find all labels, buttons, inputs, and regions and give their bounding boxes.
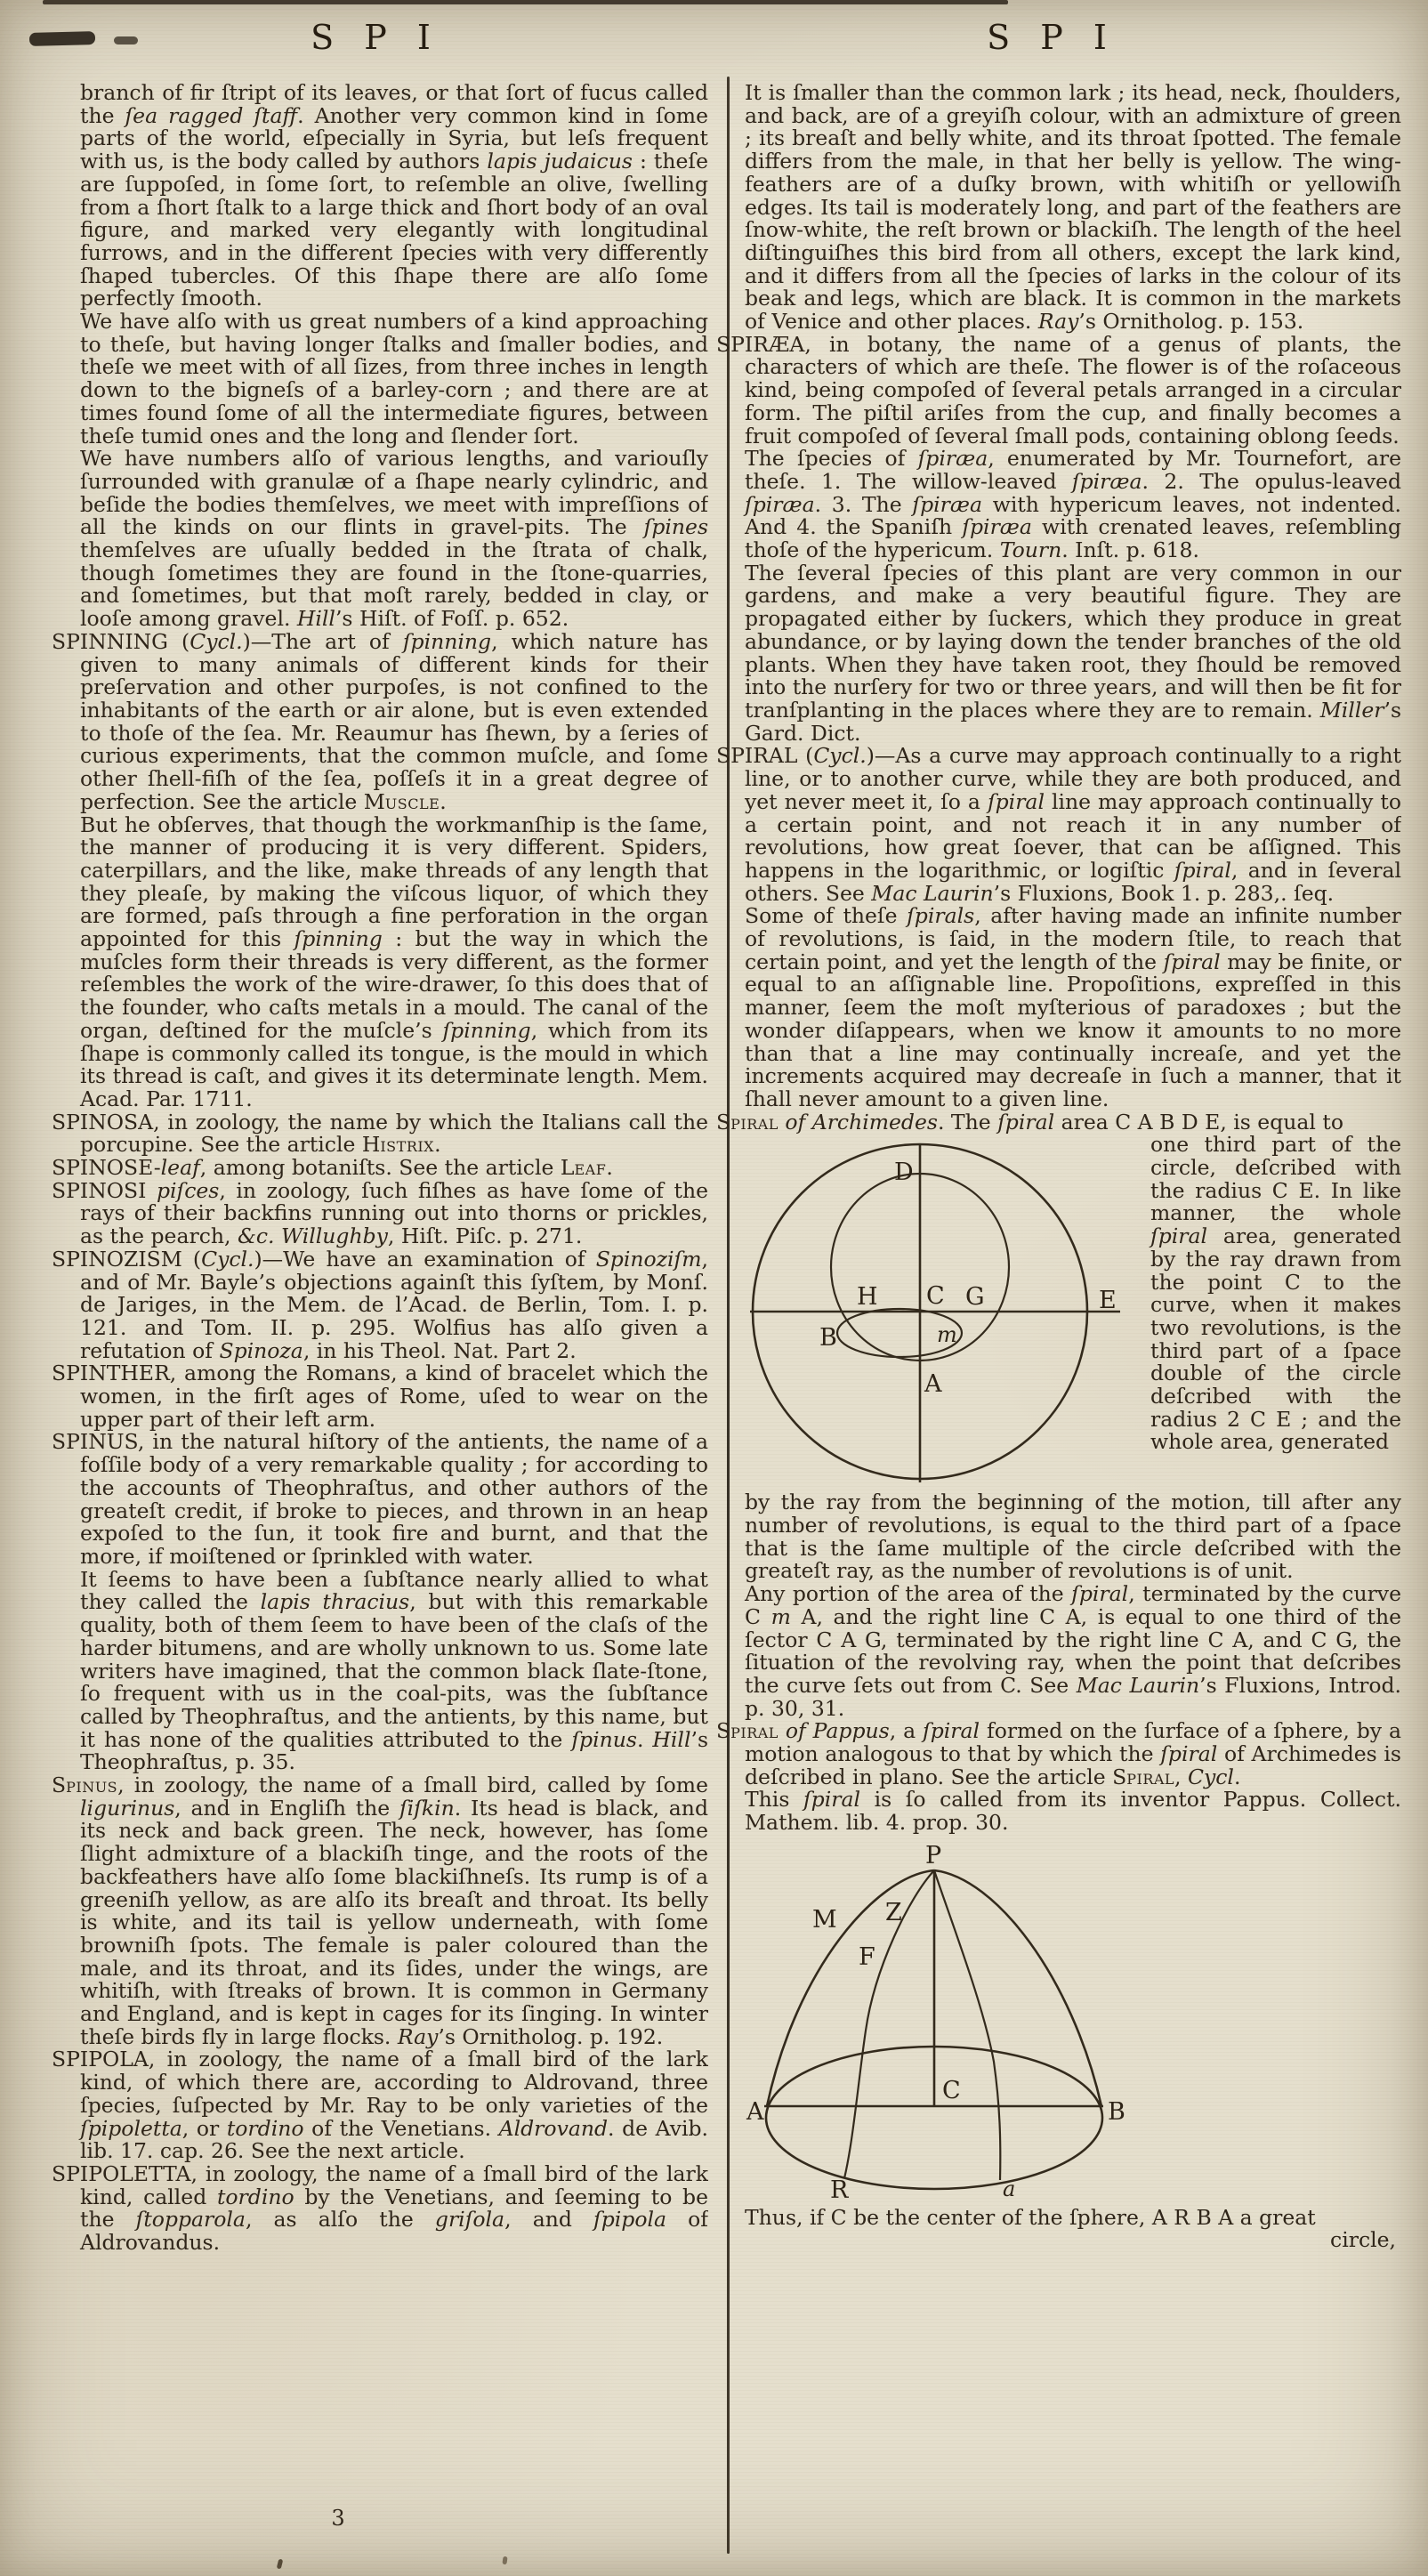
label-C: C xyxy=(942,2076,961,2104)
label-B: B xyxy=(1108,2097,1125,2126)
running-header-left: S P I xyxy=(311,18,440,57)
text-column-left xyxy=(52,82,708,2564)
label-F: F xyxy=(859,1942,875,1971)
label-E: E xyxy=(1099,1287,1117,1315)
paragraph: But he obſerves, that though the workmanſhip is the ſame, the manner of producing it is very different. Spiders, caterpillars, and the like, make threads of any length that they pleaſe, by making the viſcous liquor, of which they are formed, paſs through a fine perforation in the organ appointed for this ſpinning : but the way in which the muſcles form their threads is very different, as the former reſembles the work of the wire-drawer, ſo this does that of the founder, who caſts metals in a mould. The canal of the organ, deſtined for the muſcle’s ſpinning, which from its ſhape is commonly called its tongue, is the mould in which its thread is caſt, and gives it its determinate length. Mem. Acad. Par. 1711. xyxy=(80,812,708,1111)
label-G: G xyxy=(965,1283,985,1312)
paragraph: We have numbers alſo of various lengths, and variouſly ſurrounded with granulæ of a ſhape nearly cylindric, and beſide the bodies themſelves, we meet with impreſſions of all the kinds on our flints in gravel-pits. The ſpines themſelves are uſually bedded in the ſtrata of chalk, though ſometimes they are found in the ſtone-quarries, and ſometimes, but that moſt rarely, bedded in clay, or looſe among gravel. Hill’s Hiſt. of Foſſ. p. 652. xyxy=(80,446,708,632)
entry-paragraph: Spinus, in zoology, the name of a ſmall bird, called by ſome ligurinus, and in Engliſh the ſiſkin. Its head is black, and its neck and back green. The neck, however, has ſome ſlight admixture of a blackiſh tinge, and the roots of the backfeathers have alſo ſome blackiſhneſs. Its rump is of a greeniſh yellow, as are alſo its breaſt and throat. Its belly is white, and its tail is yellow underneath, with ſome browniſh ſpots. The female is paler coloured than the male, and its throat, and its ſides, under the wings, are whitiſh, with ſtreaks of brown. It is common in Germany and England, and is kept in cages for its ſinging. In winter theſe birds fly in large flocks. Ray’s Ornitholog. p. 192. xyxy=(52,1773,708,2049)
entry-paragraph: SPINOSI piſces, in zoology, ſuch fiſhes as have ſome of the rays of their backfins running out into thorns or prickles, as the pearch, &c. Willughby, Hiſt. Piſc. p. 271. xyxy=(52,1177,708,1249)
figure-archimedes-row xyxy=(745,1134,1401,1491)
label-P: P xyxy=(925,1841,942,1869)
label-Z: Z xyxy=(885,1898,902,1926)
paragraph: The ſeveral ſpecies of this plant are very common in our gardens, and make a very beautiful figure. They are propagated either by ſuckers, which they produce in great abundance, or by laying down the tender branches of the old plants. When they have taken root, they ſhould be removed into the nurſery for two or three years, and will then be fit for tranſplanting in the places where they are to remain. Miller’s Gard. Dict. xyxy=(745,560,1401,746)
ink-smudge xyxy=(114,36,138,44)
figure-pappus-block xyxy=(745,1842,1401,2205)
pappus-spiral-figure xyxy=(745,1842,1127,2200)
paragraph: The ſpecies of ſpiræa, enumerated by Mr. Tournefort, are theſe. 1. The willow-leaved ſpiræa. 2. The opulus-leaved ſpiræa. 3. The ſpiræa with hypericum leaves, not indented. And 4. the Spaniſh ſpiræa with crenated leaves, reſembling thoſe of the hypericum. Tourn. Inſt. p. 618. xyxy=(745,446,1401,563)
archimedes-spiral-figure xyxy=(745,1134,1138,1491)
paragraph: branch of fir ſtript of its leaves, or that ſort of fucus called the ſea ragged ſtaff. Another very common kind in ſome parts of the world, eſpecially in Syria, but leſs frequent with us, is the body called by authors lapis judaicus : theſe are ſuppoſed, in ſome ſort, to reſemble an olive, ſwelling from a ſhort ſtalk to a large thick and ſhort body of an oval figure, and marked very elegantly with longitudinal furrows, and in the different ſpecies with very differently ſhaped tubercles. Of this ſhape there are alſo ſome perfectly ſmooth. xyxy=(80,82,708,311)
label-a: a xyxy=(1003,2176,1016,2200)
signature-number: 3 xyxy=(331,2506,345,2531)
label-A: A xyxy=(924,1370,942,1399)
entry-paragraph: Spiral of Archimedes. The ſpiral area C A B D E, is equal to xyxy=(716,1109,1343,1135)
text-column-right xyxy=(716,82,1401,2564)
label-A: A xyxy=(746,2097,764,2126)
entry-paragraph: SPIPOLETTA, in zoology, the name of a ſmall bird of the lark kind, called tordino by the Venetians, and ſeeming to be the ſtopparola, as alſo the griſola, and ſpipola of Aldrovandus. xyxy=(52,2160,708,2256)
entry-paragraph: SPINOSE-leaf, among botaniſts. See the article Leaf. xyxy=(52,1155,613,1181)
paragraph: Some of theſe ſpirals, after having made an infinite number of revolutions, is ſaid, in the modern ſtile, to reach that certain point, and yet the length of the ſpiral may be finite, or equal to an aſſignable line. Propoſitions, expreſſed in this manner, ſeem the moſt myſterious of paradoxes ; but the wonder diſappears, when we know it amounts to no more than that a line may continually increaſe, and yet the increments acquired may decreaſe in ſuch a manner, that it ſhall never amount to a given line. xyxy=(745,903,1401,1111)
entry-paragraph: SPINOSA, in zoology, the name by which the Italians call the porcupine. See the article Histrix. xyxy=(52,1109,708,1158)
great-arc-PB xyxy=(934,1870,1101,2106)
entry-paragraph: SPINNING (Cycl.)—The art of ſpinning, which nature has given to many animals of different kinds for their preſervation and other purpoſes, is not confined to the inhabitants of the earth or air alone, but is even extended to thoſe of the ſea. Mr. Reaumur has ſhewn, by a ſeries of curious experiments, that the common muſcle, and ſome other ſhell-fiſh of the ſea, poſſeſs it in a great degree of perfection. See the article Muscle. xyxy=(52,628,708,814)
paragraph: Thus, if C be the center of the ſphere, A R B A a great circle, xyxy=(745,2204,1396,2253)
label-R: R xyxy=(830,2176,849,2200)
ink-smudge xyxy=(29,31,95,46)
paragraph: by the ray from the beginning of the motion, till after any number of revolutions, is equal to the third part of a ſpace that is the ſame multiple of the circle deſcribed with the greateſt ray, as the number of revolutions is of unit. xyxy=(745,1490,1401,1584)
spiral-arc-Pa xyxy=(934,1870,1000,2180)
paragraph: This ſpiral is ſo called from its inventor Pappus. Collect. Mathem. lib. 4. prop. 30. xyxy=(745,1787,1401,1836)
paragraph: It is ſmaller than the common lark ; its head, neck, ſhoulders, and back, are of a greyiſh colour, with an admixture of green ; its breaſt and belly white, and its throat ſpotted. The female differs from the male, in that her belly is yellow. The wing-feathers are of a duſky brown, with whitiſh or yellowiſh edges. Its tail is moderately long, and part of the feathers are ſnow-white, the reſt brown or blackiſh. The length of the heel diſtinguiſhes this bird from all others, except the lark kind, and it differs from all the ſpecies of larks in the colour of its beak and legs, which are black. It is common in the markets of Venice and other places. Ray’s Ornitholog. p. 153. xyxy=(745,82,1401,335)
entry-paragraph: Spiral of Pappus, a ſpiral formed on the ſurface of a ſphere, by a motion analogous to that by which the ſpiral of Archimedes is deſcribed in plano. See the article Spiral, Cycl. xyxy=(716,1718,1401,1789)
entry-paragraph: SPINUS, in the natural hiſtory of the antients, the name of a foſſile body of a very remarkable quality ; for according to the accounts of Theophraſtus, and other authors of the greateſt credit, if broke to pieces, and thrown in an heap expoſed to the ſun, it took fire and burnt, and that the more, if moiſtened or ſprinkled with water. xyxy=(52,1429,708,1569)
entry-paragraph: SPIPOLA, in zoology, the name of a ſmall bird of the lark kind, of which there are, according to Aldrovand, three ſpecies, ſuſpected by Mr. Ray to be only varieties of the ſpipoletta, or tordino of the Venetians. Aldrovand. de Avib. lib. 17. cap. 26. See the next article. xyxy=(52,2047,708,2164)
label-D: D xyxy=(894,1159,914,1187)
label-H: H xyxy=(857,1283,878,1312)
label-C: C xyxy=(926,1282,945,1311)
label-B: B xyxy=(819,1324,837,1353)
entry-paragraph: SPINOZISM (Cycl.)—We have an examination of Spinoziſm, and of Mr. Bayle’s objections againſt this ſyſtem, by Monſ. de Jariges, in the Mem. de l’Acad. de Berlin, Tom. I. p. 121. and Tom. II. p. 295. Wolfius has alſo given a refutation of Spinoza, in his Theol. Nat. Part 2. xyxy=(52,1246,708,1363)
entry-paragraph: SPIRÆA, in botany, the name of a genus of plants, the characters of which are theſe. The flower is of the roſaceous kind, being compoſed of ſeveral petals arranged in a circular form. The piſtil ariſes from the cup, and finally becomes a fruit compoſed of ſeveral ſmall pods, containing oblong ſeeds. xyxy=(716,331,1401,448)
figure-wrap-text: one third part of the circle, deſcribed with the radius C E. In like manner, the whole ſpiral area, generated by the ray drawn from the point C to the curve, when it makes two revolutions, is the third part of a ſpace double of the circle deſcribed with the radius 2 C E ; and the whole area, generated xyxy=(1150,1132,1401,1455)
entry-paragraph: SPINTHER, among the Romans, a kind of bracelet which the women, in the firſt ages of Rome, uſed to wear on the upper part of their left arm. xyxy=(52,1361,708,1432)
paragraph: Any portion of the area of the ſpiral, terminated by the curve C m A, and the right line C A, is equal to one third of the ſector C A G, terminated by the right line C A, and C G, the ſituation of the revolving ray, when the point that deſcribes the curve ſets out from C. See Mac Laurin’s Fluxions, Introd. p. 30, 31. xyxy=(745,1581,1401,1721)
paragraph: We have alſo with us great numbers of a kind approaching to theſe, but having longer ſtalks and ſmaller bodies, and theſe we meet with of all ſizes, from three inches in length down to the bigneſs of a barley-corn ; and there are at times found ſome of all the intermediate figures, between theſe tumid ones and the long and ſlender ſort. xyxy=(80,309,708,448)
paragraph: It ſeems to have been a ſubſtance nearly allied to what they called the lapis thracius, but with this remarkable quality, both of them ſeem to have been of the claſs of the harder bitumens, and are wholly unknown to us. Some late writers have imagined, that the common black ſlate-ſtone, ſo frequent with us in the coal-pits, was the ſubſtance called by Theophraſtus, and the antients, by this name, but it has none of the qualities attributed to the ſpinus. Hill’s Theophraſtus, p. 35. xyxy=(80,1566,708,1775)
running-header-right: S P I xyxy=(987,18,1117,57)
label-M: M xyxy=(812,1905,837,1934)
label-m: m xyxy=(937,1322,957,1348)
entry-paragraph: SPIRAL (Cycl.)—As a curve may approach continually to a right line, or to another curve, while they are both produced, and yet never meet it, ſo a ſpiral line may approach continually to a certain point, and not reach it in any number of revolutions, how great ſoever, that can be aſſigned. This happens in the logarithmic, or logiſtic ſpiral, and in ſeveral others. See Mac Laurin’s Fluxions, Book 1. p. 283,. ſeq. xyxy=(716,743,1401,906)
scan-top-edge xyxy=(43,0,1008,4)
